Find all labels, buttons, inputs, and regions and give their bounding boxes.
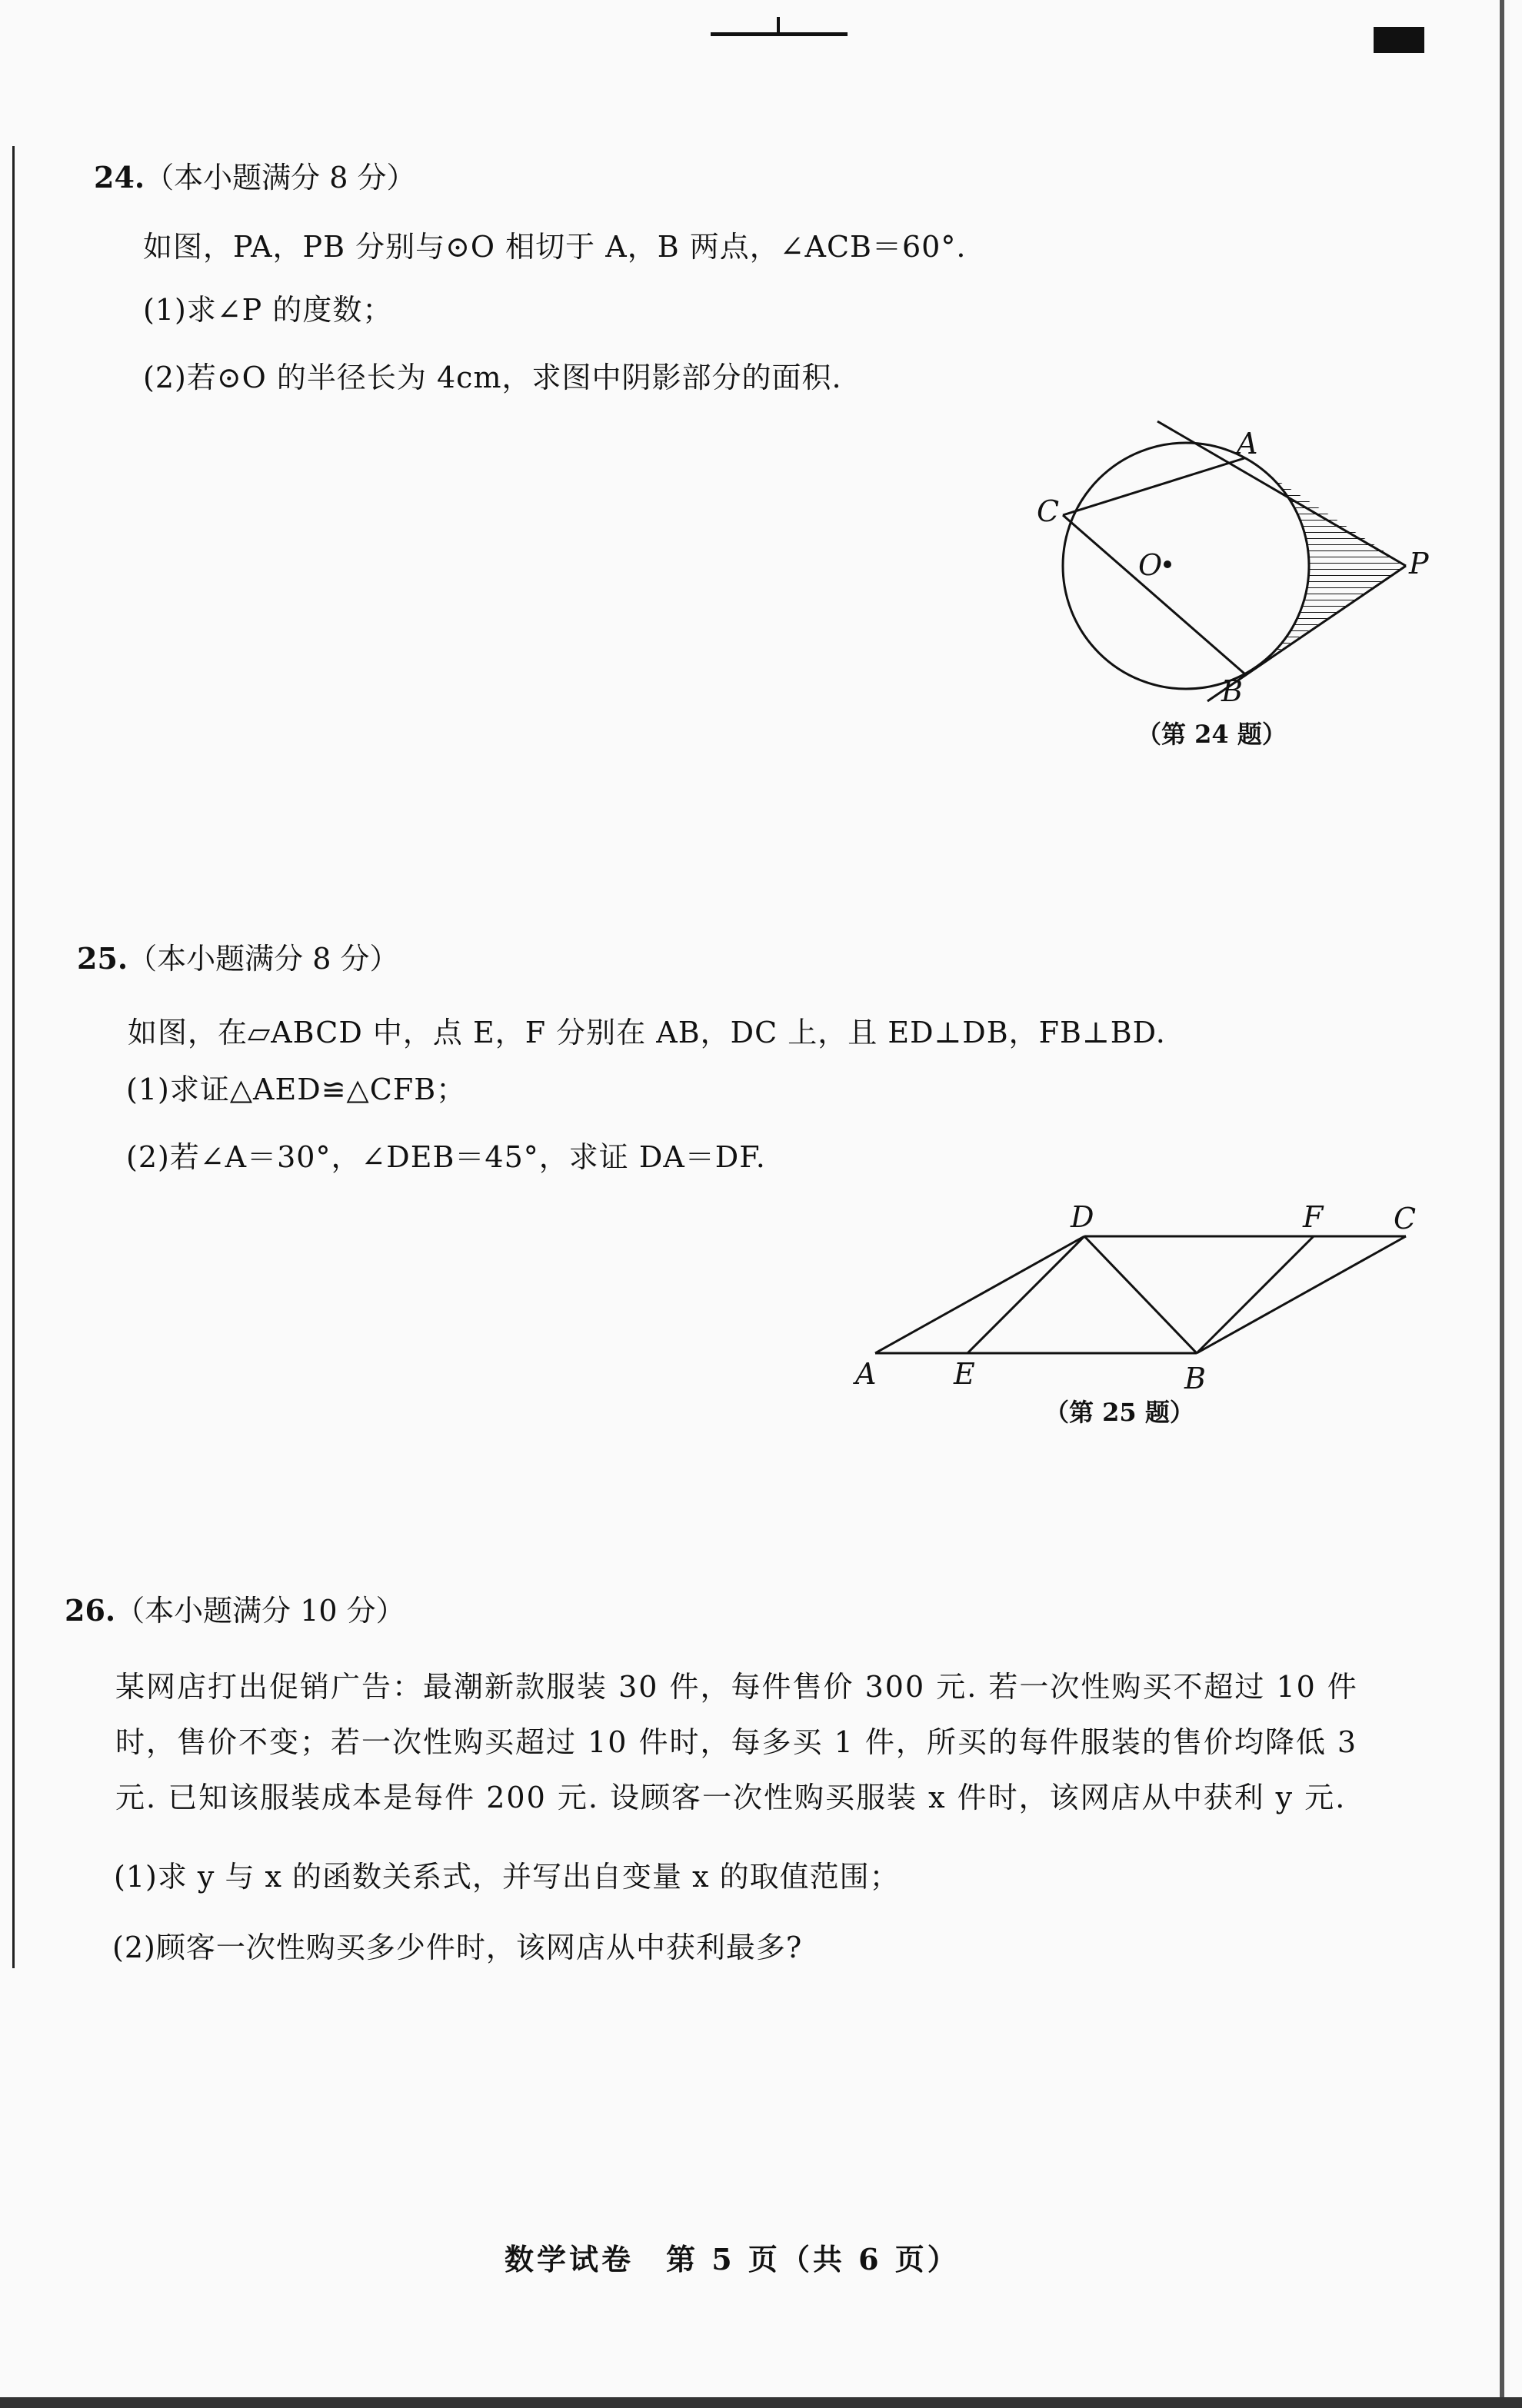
q26-score: （本小题满分 10 分） [115,1594,405,1628]
chord-ca [1063,458,1244,515]
label-f: F [1303,1200,1324,1234]
label-p: P [1409,547,1429,580]
diagonal-db [1084,1236,1197,1353]
q26-number: 26. [65,1593,116,1628]
q25-part2: (2)若∠A＝30°，∠DEB＝45°，求证 DA＝DF. [126,1140,766,1174]
q26-part1: (1)求 y 与 x 的函数关系式，并写出自变量 x 的取值范围； [114,1860,900,1894]
q24-figure [1023,415,1454,746]
side-bc [1197,1236,1406,1353]
center-dot [1164,560,1171,568]
label-d: D [1071,1200,1094,1234]
corner-marker [1374,27,1424,53]
q24-stem: 如图，PA，PB 分别与⊙O 相切于 A，B 两点，∠ACB＝60°. [143,230,967,264]
top-tick [777,17,780,34]
q25-score: （本小题满分 8 分） [128,942,399,976]
q26-part2: (2)顾客一次性购买多少件时，该网店从中获利最多? [112,1931,803,1964]
shaded-region [1244,458,1406,674]
q24-caption: （第 24 题） [1137,720,1287,749]
chord-cb [1063,515,1244,674]
page-footer: 数学试卷 第 5 页（共 6 页） [505,2242,960,2277]
circle-o [1063,443,1309,689]
q25-caption: （第 25 题） [1044,1398,1194,1427]
q24-number: 24. [94,160,145,195]
left-margin-line [12,146,15,1968]
label-c: C [1394,1202,1417,1236]
q24-header [94,154,415,196]
segment-fb [1197,1236,1314,1353]
q25-part1: (1)求证△AED≌△CFB； [126,1073,467,1106]
side-ad [875,1236,1084,1353]
label-c: C [1037,494,1060,528]
label-e: E [954,1357,975,1391]
label-b: B [1184,1362,1206,1395]
q24-score: （本小题满分 8 分） [145,161,416,195]
label-b: B [1221,674,1243,708]
label-a: A [1237,427,1258,461]
q25-figure [846,1199,1430,1399]
q25-number: 25. [77,941,128,976]
bottom-edge-shadow [0,2397,1522,2408]
q24-part1: (1)求∠P 的度数； [143,293,393,327]
q26-header [65,1587,405,1629]
tangent-pa [1157,421,1406,566]
q26-stem: 某网店打出促销广告：最潮新款服装 30 件，每件售价 300 元. 若一次性购买不超过 10 件时，售价不变；若一次性购买超过 10 件时，每多买 1 件，所买的每件服装的售价均降低 3 元. 已知该服装成本是每件 200 元. 设顾客一次性购买服装 x 件时，该网店从中获利 y 元. [115,1670,1358,1814]
label-a: A [855,1357,877,1391]
q24-part2: (2)若⊙O 的半径长为 4cm，求图中阴影部分的面积. [143,361,842,394]
segment-ed [967,1236,1084,1353]
right-edge-shadow [1500,0,1504,2408]
label-o: O [1138,548,1163,582]
q25-header [77,935,398,977]
q25-stem: 如图，在▱ABCD 中，点 E，F 分别在 AB，DC 上，且 ED⊥DB，FB⊥BD. [128,1016,1166,1049]
